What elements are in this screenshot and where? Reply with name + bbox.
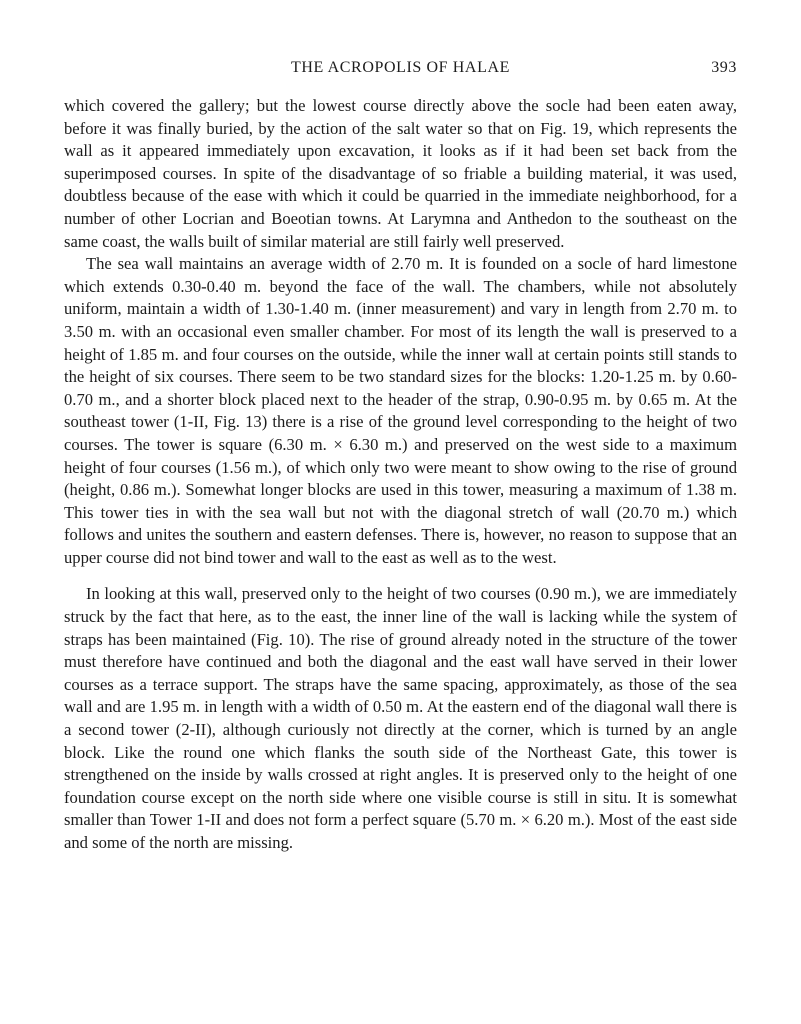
paragraph-diagonal-wall: In looking at this wall, preserved only to the height of two courses (0.90 m.), we are immediately struck by the fact that here, as to the east, the inner line of the wall is lacking while the system of straps has been maintained (Fig. 10). The rise of ground already noted in the structure of the tower must therefore have continued and both the diagonal and the east wall have served in their lower courses as a terrace support. The straps have the same spacing, approximately, as those of the sea wall and are 1.95 m. in length with a width of 0.50 m. At the eastern end of the diagonal wall there is a second tower (2-II), although curiously not directly at the corner, which is turned by an angle block. Like the round one which flanks the south side of the Northeast Gate, this tower is strengthened on the inside by walls crossed at right angles. It is preserved only to the height of one foundation course except on the north side where one visible course is still in situ. It is somewhat smaller than Tower 1-II and does not form a perfect square (5.70 m. × 6.20 m.). Most of the east side and some of the north are missing. <box>64 584 737 852</box>
paragraph-continuation: which covered the gallery; but the lowest course directly above the socle had been eaten away, before it was finally buried, by the action of the salt water so that on Fig. 19, which represents the wall as it appeared immediately upon excavation, it looks as if it had been set back from the superimposed courses. In spite of the disadvantage of so friable a building material, it was used, doubtless because of the ease with which it could be quarried in the immediate neighborhood, for a number of other Locrian and Boeotian towns. At Larymna and Anthedon to the southeast on the same coast, the walls built of similar material are still fairly well preserved. <box>64 96 737 251</box>
running-title: THE ACROPOLIS OF HALAE <box>291 59 510 76</box>
page-number: 393 <box>711 59 737 76</box>
running-head <box>64 59 737 83</box>
body-text <box>64 95 737 855</box>
paragraph-sea-wall: The sea wall maintains an average width of 2.70 m. It is founded on a socle of hard limestone which extends 0.30-0.40 m. beyond the face of the wall. The chambers, while not absolutely uniform, maintain a width of 1.30-1.40 m. (inner measurement) and vary in length from 2.70 m. to 3.50 m. with an occasional even smaller chamber. For most of its length the wall is preserved to a height of 1.85 m. and four courses on the outside, while the inner wall at certain points still stands to the height of six courses. There seem to be two standard sizes for the blocks: 1.20-1.25 m. by 0.60-0.70 m., and a shorter block placed next to the header of the strap, 0.90-0.95 m. by 0.65 m. At the southeast tower (1-II, Fig. 13) there is a rise of the ground level corresponding to the height of two courses. The tower is square (6.30 m. × 6.30 m.) and preserved on the west side to a maximum height of four courses (1.56 m.), of which only two were meant to show owing to the rise of ground (height, 0.86 m.). Somewhat longer blocks are used in this tower, measuring a maximum of 1.38 m. This tower ties in with the sea wall but not with the diagonal stretch of wall (20.70 m.) which follows and unites the southern and eastern defenses. There is, however, no reason to suppose that an upper course did not bind tower and wall to the east as well as to the west. <box>64 254 737 567</box>
